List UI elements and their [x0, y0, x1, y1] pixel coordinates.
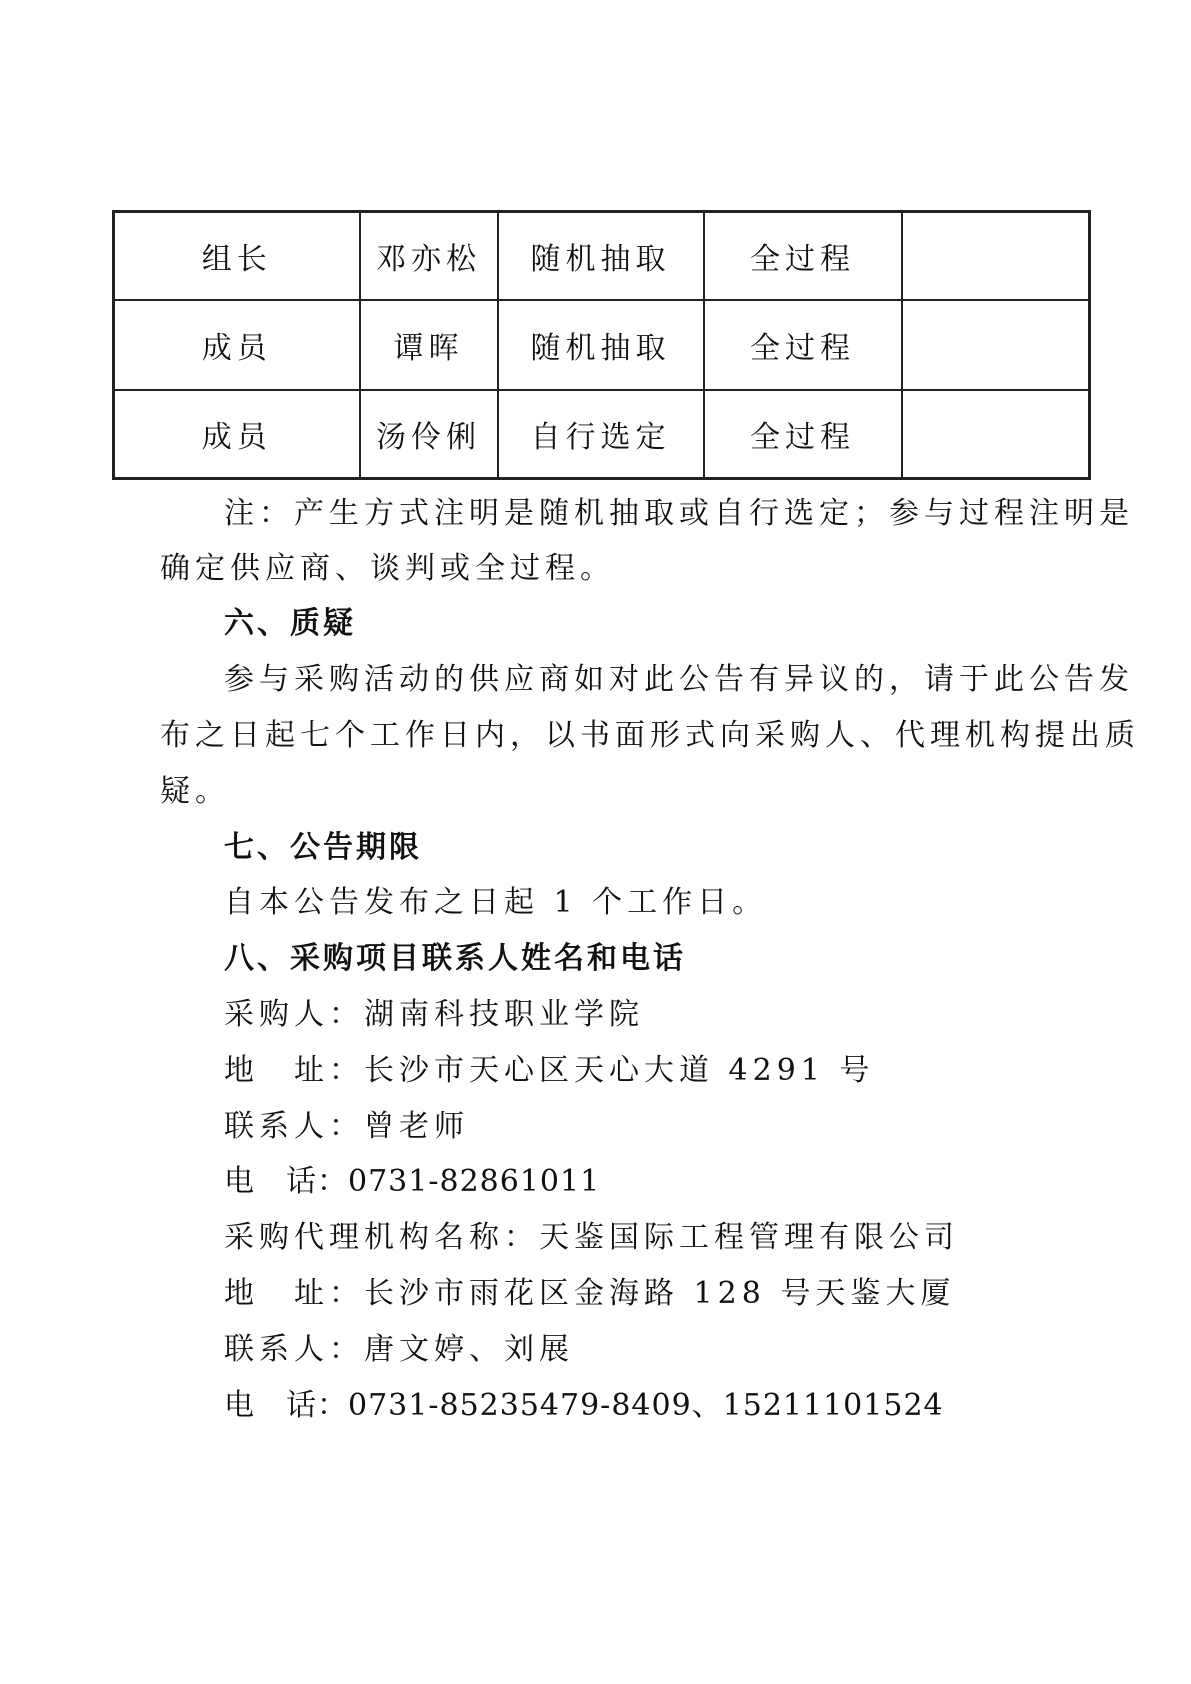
agency-phone: 电 话：0731-85235479-8409、15211101524	[224, 1388, 944, 1423]
purchaser-phone: 电 话：0731-82861011	[224, 1164, 601, 1199]
section-7-text: 自本公告发布之日起 1 个工作日。	[224, 885, 768, 920]
selection-method: 随机抽取	[498, 300, 704, 390]
member-name: 邓亦松	[360, 212, 498, 301]
agency-contact: 联系人：唐文婷、刘展	[224, 1332, 574, 1367]
participation-process: 全过程	[704, 390, 902, 479]
table-row	[114, 390, 1090, 479]
purchaser-address: 地 址：长沙市天心区天心大道 4291 号	[224, 1053, 875, 1088]
blank-cell	[902, 300, 1090, 390]
agency-name: 采购代理机构名称：天鉴国际工程管理有限公司	[224, 1220, 959, 1255]
purchaser-name: 采购人：湖南科技职业学院	[224, 997, 644, 1032]
section-8-title: 八、采购项目联系人姓名和电话	[224, 941, 686, 976]
section-6-line-2: 布之日起七个工作日内，以书面形式向采购人、代理机构提出质	[160, 718, 1140, 753]
review-panel-table	[112, 210, 1091, 480]
selection-method: 自行选定	[498, 390, 704, 479]
member-name: 谭晖	[360, 300, 498, 390]
member-role: 成员	[114, 300, 360, 390]
note-line-2: 确定供应商、谈判或全过程。	[160, 551, 615, 586]
selection-method: 随机抽取	[498, 212, 704, 301]
section-6-title: 六、质疑	[224, 606, 356, 641]
member-role: 成员	[114, 390, 360, 479]
section-6-line-3: 疑。	[160, 774, 230, 809]
participation-process: 全过程	[704, 212, 902, 301]
purchaser-contact: 联系人：曾老师	[224, 1109, 469, 1144]
agency-address: 地 址：长沙市雨花区金海路 128 号天鉴大厦	[224, 1276, 956, 1311]
section-7-title: 七、公告期限	[224, 830, 422, 865]
note-line-1: 注：产生方式注明是随机抽取或自行选定；参与过程注明是	[224, 496, 1134, 531]
member-name: 汤伶俐	[360, 390, 498, 479]
section-6-line-1: 参与采购活动的供应商如对此公告有异议的，请于此公告发	[224, 662, 1134, 697]
member-role: 组长	[114, 212, 360, 301]
table-row	[114, 212, 1090, 301]
blank-cell	[902, 212, 1090, 301]
blank-cell	[902, 390, 1090, 479]
table-row	[114, 300, 1090, 390]
participation-process: 全过程	[704, 300, 902, 390]
